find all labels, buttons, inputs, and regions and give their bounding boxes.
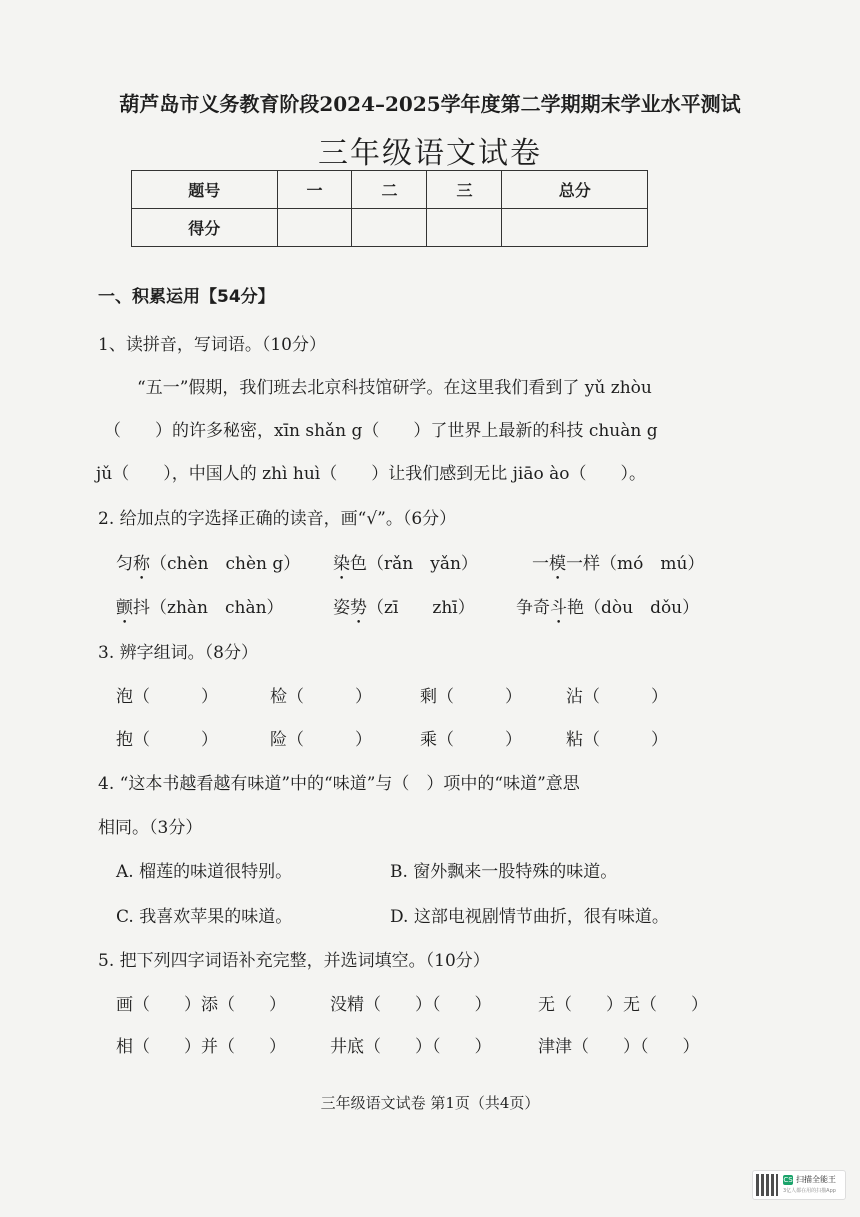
watermark-name: 扫描全能王 xyxy=(796,1175,836,1184)
score-table xyxy=(131,170,648,247)
option-d[interactable]: D. 这部电视剧情节曲折，很有味道。 xyxy=(390,907,669,927)
word-blank[interactable]: 粘（ ） xyxy=(566,730,668,750)
score-cell: 题号 xyxy=(132,171,278,209)
idiom-blank[interactable]: 津津（ ）（ ） xyxy=(538,1037,700,1057)
dotted-char: 颤 xyxy=(116,598,133,618)
idiom-blank[interactable]: 井底（ ）（ ） xyxy=(330,1037,492,1057)
word-blank[interactable]: 险（ ） xyxy=(270,730,372,750)
watermark-tagline: 3亿人都在用的扫描App xyxy=(783,1188,836,1194)
cs-logo-icon: CS xyxy=(783,1176,793,1184)
question-1-label: 1、读拼音，写词语。（10分） xyxy=(98,335,326,355)
qr-code-icon xyxy=(756,1174,778,1196)
option-a[interactable]: A. 榴莲的味道很特别。 xyxy=(116,862,293,882)
score-cell: 总分 xyxy=(502,171,648,209)
word-blank[interactable]: 剩（ ） xyxy=(420,687,522,707)
dotted-char: 斗 xyxy=(550,598,567,618)
word-part: 抖 xyxy=(133,598,150,618)
pinyin-options: （mó mú） xyxy=(600,554,705,574)
word-blank[interactable]: 乘（ ） xyxy=(420,730,522,750)
word-part: 一 xyxy=(532,554,549,574)
word-blank[interactable]: 泡（ ） xyxy=(116,687,218,707)
page-footer: 三年级语文试卷 第1页（共4页） xyxy=(320,1094,540,1112)
score-input-cell[interactable] xyxy=(502,209,648,247)
score-table-row xyxy=(132,209,648,247)
dotted-char: 势 xyxy=(350,598,367,618)
score-cell: 得分 xyxy=(132,209,278,247)
pinyin-choice[interactable] xyxy=(333,593,475,628)
word-part: 争奇 xyxy=(516,598,550,618)
exam-subtitle: 三年级语文试卷 xyxy=(318,136,542,171)
score-input-cell[interactable] xyxy=(352,209,427,247)
pinyin-choice[interactable] xyxy=(116,549,300,584)
word-part: 匀 xyxy=(116,554,133,574)
score-cell: 三 xyxy=(427,171,502,209)
question-4-line: 4. “这本书越看越有味道”中的“味道”与（ ）项中的“味道”意思 xyxy=(98,774,580,794)
word-part: 一样 xyxy=(566,554,600,574)
pinyin-choice[interactable] xyxy=(532,549,704,584)
section-heading: 一、积累运用【54分】 xyxy=(98,287,275,307)
question-2-label: 2. 给加点的字选择正确的读音，画“√”。（6分） xyxy=(98,509,457,529)
idiom-blank[interactable]: 无（ ）无（ ） xyxy=(538,995,708,1015)
idiom-blank[interactable]: 没精（ ）（ ） xyxy=(330,995,492,1015)
pinyin-options: （zhàn chàn） xyxy=(150,598,284,618)
score-input-cell[interactable] xyxy=(277,209,352,247)
option-b[interactable]: B. 窗外飘来一股特殊的味道。 xyxy=(390,862,618,882)
dotted-char: 模 xyxy=(549,554,566,574)
pinyin-choice[interactable] xyxy=(116,593,284,628)
idiom-blank[interactable]: 相（ ）并（ ） xyxy=(116,1037,286,1057)
word-blank[interactable]: 抱（ ） xyxy=(116,730,218,750)
score-table-row xyxy=(132,171,648,209)
question-1-line: jǔ（ ），中国人的 zhì huì（ ）让我们感到无比 jiāo ào（ ）。 xyxy=(96,464,646,484)
word-part: 艳 xyxy=(567,598,584,618)
option-c[interactable]: C. 我喜欢苹果的味道。 xyxy=(116,907,293,927)
question-3-label: 3. 辨字组词。（8分） xyxy=(98,643,258,663)
question-5-label: 5. 把下列四字词语补充完整，并选词填空。（10分） xyxy=(98,951,490,971)
pinyin-options: （chèn chèn g） xyxy=(150,554,301,574)
question-1-line: “五一”假期，我们班去北京科技馆研学。在这里我们看到了 yǔ zhòu xyxy=(137,378,652,398)
word-part: 姿 xyxy=(333,598,350,618)
word-blank[interactable]: 检（ ） xyxy=(270,687,372,707)
pinyin-options: （zī zhī） xyxy=(367,598,475,618)
pinyin-options: （rǎn yǎn） xyxy=(367,554,478,574)
scanner-watermark xyxy=(752,1170,846,1200)
idiom-blank[interactable]: 画（ ）添（ ） xyxy=(116,995,286,1015)
question-4-line: 相同。（3分） xyxy=(98,818,203,838)
pinyin-options: （dòu dǒu） xyxy=(584,598,700,618)
score-cell: 二 xyxy=(352,171,427,209)
exam-header-title: 葫芦岛市义务教育阶段2024–2025学年度第二学期期末学业水平测试 xyxy=(119,92,741,116)
word-part: 色 xyxy=(350,554,367,574)
question-1-line: （ ）的许多秘密，xīn shǎn g（ ）了世界上最新的科技 chuàn g xyxy=(104,421,658,441)
dotted-char: 称 xyxy=(133,554,150,574)
score-cell: 一 xyxy=(277,171,352,209)
score-input-cell[interactable] xyxy=(427,209,502,247)
word-blank[interactable]: 沾（ ） xyxy=(566,687,668,707)
pinyin-choice[interactable] xyxy=(333,549,478,584)
pinyin-choice[interactable] xyxy=(516,593,699,628)
dotted-char: 染 xyxy=(333,554,350,574)
